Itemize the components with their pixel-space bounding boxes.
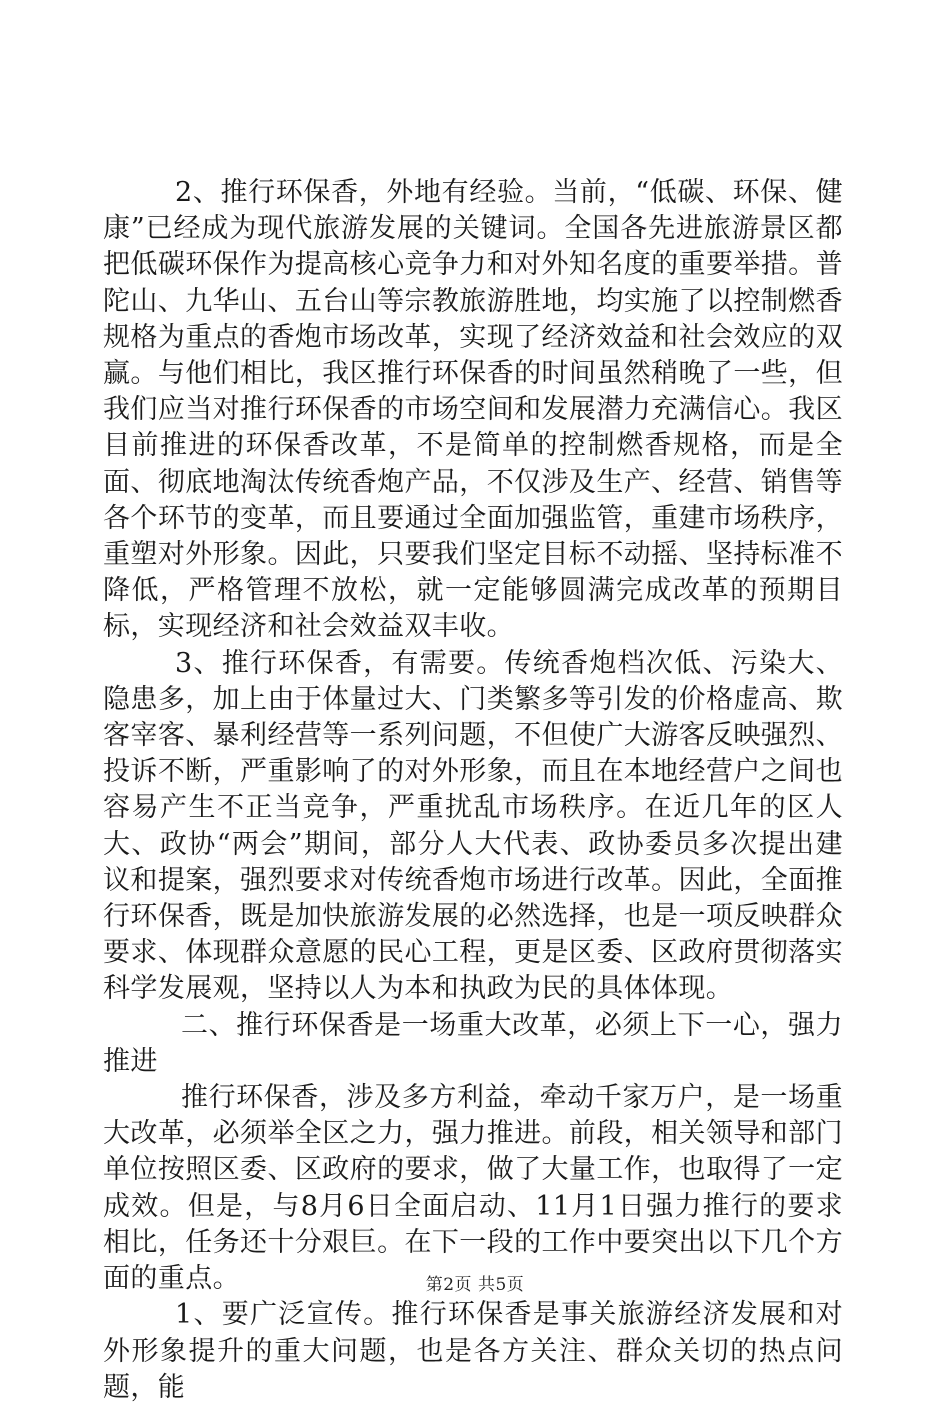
paragraph-item-2: 2、推行环保香，外地有经验。当前，“低碳、环保、健康”已经成为现代旅游发展的关键词。全国各先进旅游景区都把低碳环保作为提高核心竞争力和对外知名度的重要举措。普陀山、九华山、五台山等宗教旅游胜地，均实施了以控制燃香规格为重点的香炮市场改革，实现了经济效益和社会效应的双赢。与他们相比，我区推行环保香的时间虽然稍晚了一些，但我们应当对推行环保香的市场空间和发展潜力充满信心。我区目前推进的环保香改革，不是简单的控制燃香规格，而是全面、彻底地淘汰传统香炮产品，不仅涉及生产、经营、销售等各个环节的变革，而且要通过全面加强监管，重建市场秩序，重塑对外形象。因此，只要我们坚定目标不动摇、坚持标准不降低，严格管理不放松，就一定能够圆满完成改革的预期目标，实现经济和社会效益双丰收。 [103, 177, 843, 643]
document-body [103, 175, 843, 1406]
page-number-footer: 第2页 共5页 [425, 1275, 525, 1295]
paragraph-item-1: 1、要广泛宣传。推行环保香是事关旅游经济发展和对外形象提升的重大问题，也是各方关注、群众关切的热点问题，能 [103, 1299, 843, 1403]
paragraph-item-3: 3、推行环保香，有需要。传统香炮档次低、污染大、隐患多，加上由于体量过大、门类繁多等引发的价格虚高、欺客宰客、暴利经营等一系列问题，不但使广大游客反映强烈、投诉不断，严重影响了的对外形象，而且在本地经营户之间也容易产生不正当竞争，严重扰乱市场秩序。在近几年的区人大、政协“两会”期间，部分人大代表、政协委员多次提出建议和提案，强烈要求对传统香炮市场进行改革。因此，全面推行环保香，既是加快旅游发展的必然选择，也是一项反映群众要求、体现群众意愿的民心工程，更是区委、区政府贯彻落实科学发展观，坚持以人为本和执政为民的具体体现。 [103, 647, 843, 1005]
paragraph-section-intro: 推行环保香，涉及多方利益，牵动千家万户，是一场重大改革，必须举全区之力，强力推进。前段，相关领导和部门单位按照区委、区政府的要求，做了大量工作，也取得了一定成效。但是，与8月6日全面启动、11月1日强力推行的要求相比，任务还十分艰巨。在下一段的工作中要突出以下几个方面的重点。 [103, 1082, 843, 1295]
section-heading: 二、推行环保香是一场重大改革，必须上下一心，强力推进 [103, 1009, 843, 1077]
